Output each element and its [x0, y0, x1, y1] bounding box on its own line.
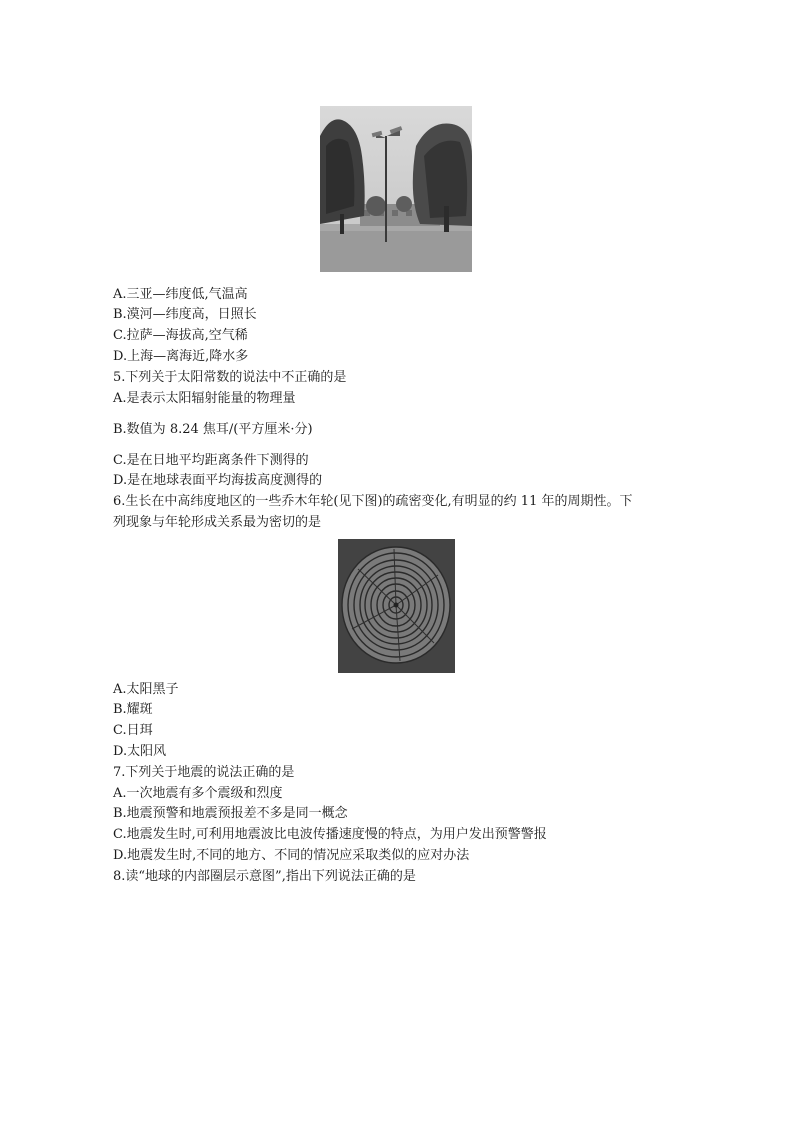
q5-option-b: B.数值为 8.24 焦耳/(平方厘米·分): [113, 422, 313, 437]
q4-option-c: C.拉萨—海拔高,空气稀: [113, 328, 248, 343]
q6-stem-line2: 列现象与年轮形成关系最为密切的是: [113, 515, 322, 530]
q5-option-c: C.是在日地平均距离条件下测得的: [113, 453, 309, 468]
q4-option-a: A.三亚—纬度低,气温高: [113, 287, 248, 302]
q5-option-a: A.是表示太阳辐射能量的物理量: [113, 391, 296, 406]
street-lamp-photo: [320, 106, 472, 272]
q7-option-d: D.地震发生时,不同的地方、不同的情况应采取类似的应对办法: [113, 848, 470, 863]
q6-stem-line1: 6.生长在中高纬度地区的一些乔木年轮(见下图)的疏密变化,有明显的约 11 年的周期性。下: [113, 494, 633, 509]
q8-stem: 8.读“地球的内部圈层示意图”,指出下列说法正确的是: [113, 869, 416, 884]
q6-option-b: B.耀斑: [113, 702, 153, 717]
q6-option-a: A.太阳黑子: [113, 682, 179, 697]
q4-option-b: B.漠河—纬度高，日照长: [113, 307, 257, 322]
q7-option-c: C.地震发生时,可利用地震波比电波传播速度慢的特点，为用户发出预警警报: [113, 827, 547, 842]
q4-option-d: D.上海—离海近,降水多: [113, 349, 249, 364]
q5-stem: 5.下列关于太阳常数的说法中不正确的是: [113, 370, 347, 385]
q5-option-d: D.是在地球表面平均海拔高度测得的: [113, 473, 323, 488]
q6-option-c: C.日珥: [113, 723, 153, 738]
q6-option-d: D.太阳风: [113, 744, 167, 759]
tree-rings-photo: [338, 539, 455, 673]
q7-option-a: A.一次地震有多个震级和烈度: [113, 786, 283, 801]
q7-stem: 7.下列关于地震的说法正确的是: [113, 765, 295, 780]
q7-option-b: B.地震预警和地震预报差不多是同一概念: [113, 806, 348, 821]
